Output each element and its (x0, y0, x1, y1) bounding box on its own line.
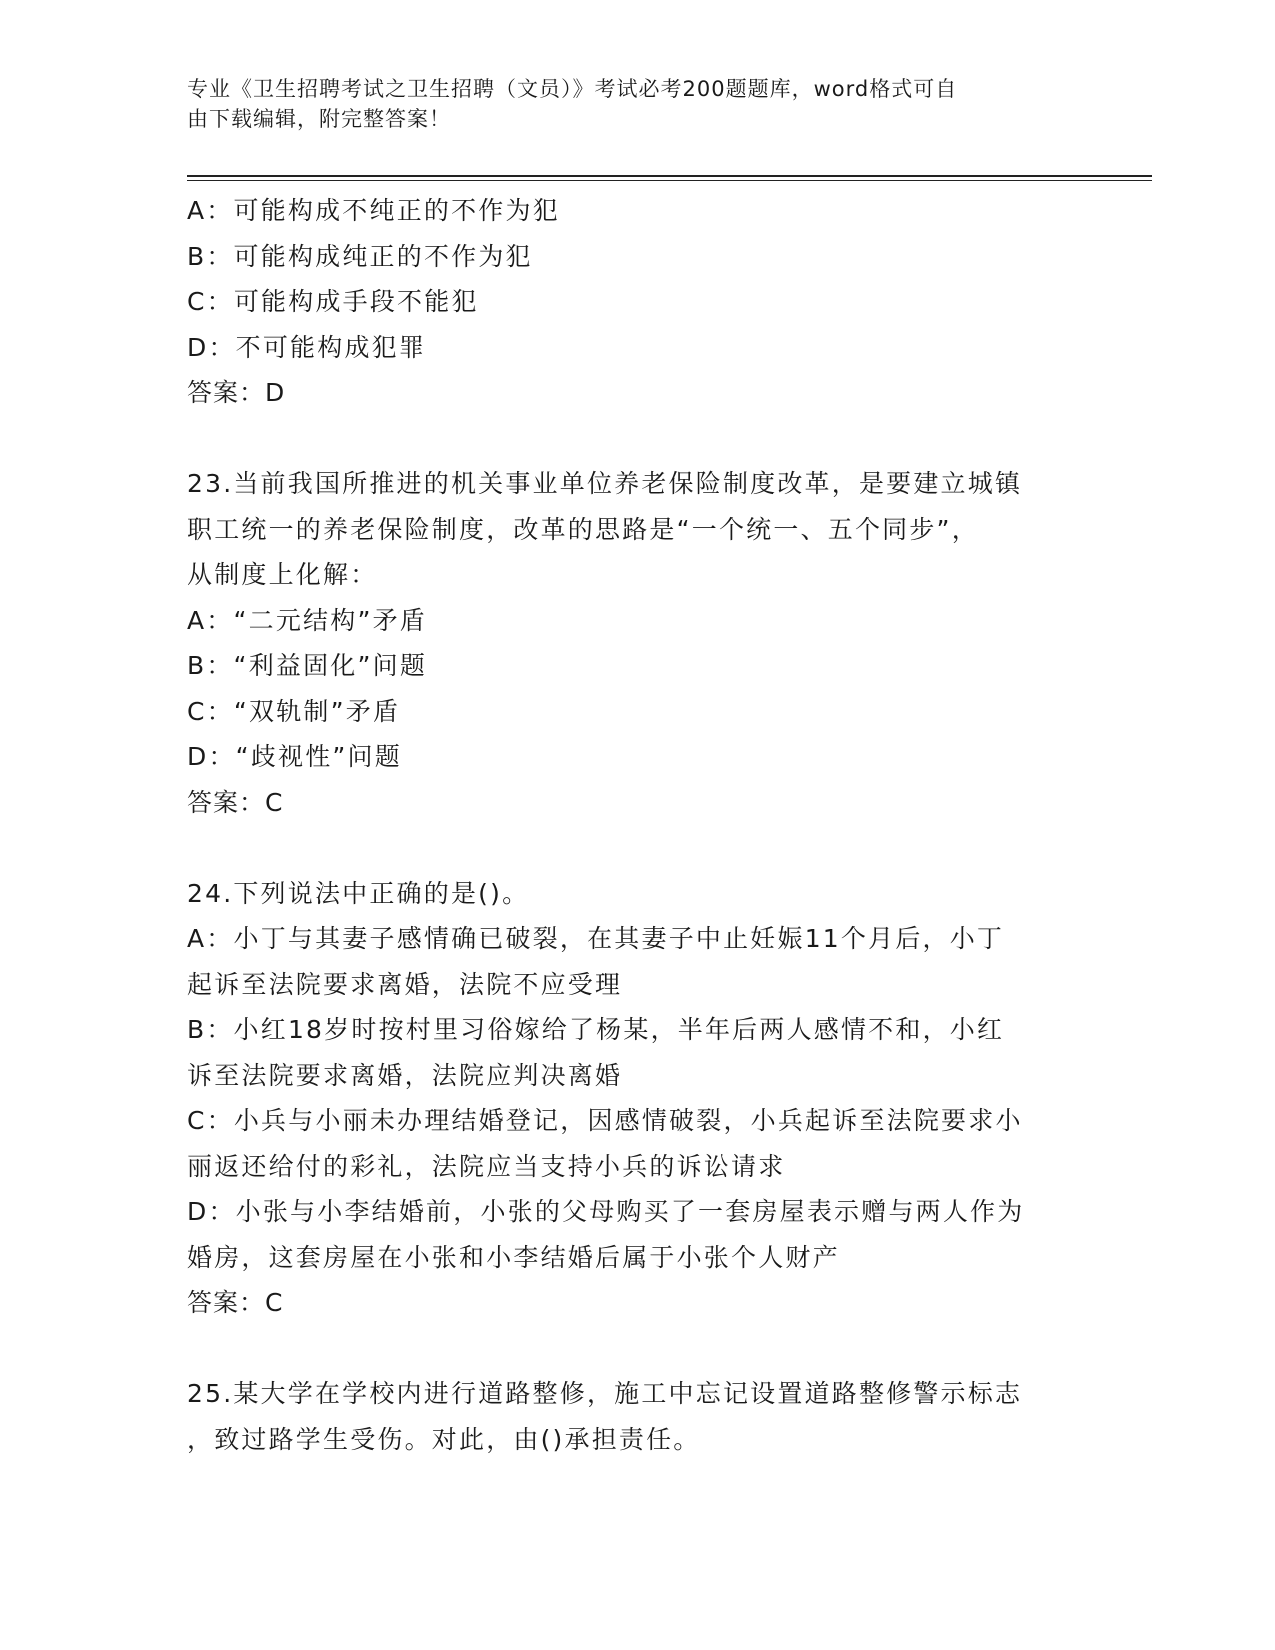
q24-option-d-line-1: D：小张与小李结婚前，小张的父母购买了一套房屋表示赠与两人作为 (187, 1197, 1025, 1226)
q25-stem-line-2: ，致过路学生受伤。对此，由()承担责任。 (187, 1424, 701, 1454)
q24-stem-line-1: 24.下列说法中正确的是()。 (187, 878, 530, 908)
question-23-block (187, 461, 1067, 825)
q24-option-a-line-1: A：小丁与其妻子感情确已破裂，在其妻子中止妊娠11个月后，小丁 (187, 924, 1005, 953)
q22-answer: 答案：D (187, 378, 286, 407)
q23-answer: 答案：C (187, 787, 284, 817)
q24-answer: 答案：C (187, 1288, 284, 1317)
q22-option-a: A：可能构成不纯正的不作为犯 (187, 196, 560, 225)
header-divider-thin (187, 180, 1152, 181)
q24-option-c-line-1: C：小兵与小丽未办理结婚登记，因感情破裂，小兵起诉至法院要求小 (187, 1106, 1023, 1135)
q23-option-c: C：“双轨制”矛盾 (187, 696, 401, 726)
header-divider-thick (187, 175, 1152, 177)
q23-stem-line-2: 职工统一的养老保险制度，改革的思路是“一个统一、五个同步”， (187, 514, 979, 544)
question-25-block (187, 1371, 1067, 1462)
q25-stem-line-1: 25.某大学在学校内进行道路整修，施工中忘记设置道路整修警示标志 (187, 1379, 1023, 1408)
q22-option-b: B：可能构成纯正的不作为犯 (187, 241, 533, 271)
question-24-block (187, 871, 1067, 1326)
page-header (187, 74, 1067, 134)
spacer (187, 825, 1067, 871)
header-line-1: 专业《卫生招聘考试之卫生招聘（文员）》考试必考200题题库，word格式可自 (187, 77, 958, 101)
q23-option-a: A：“二元结构”矛盾 (187, 605, 428, 635)
q24-option-d-line-2: 婚房，这套房屋在小张和小李结婚后属于小张个人财产 (187, 1242, 840, 1272)
q23-stem-line-3: 从制度上化解： (187, 560, 378, 589)
question-22-block (187, 188, 1067, 416)
spacer (187, 416, 1067, 462)
q24-option-a-line-2: 起诉至法院要求离婚，法院不应受理 (187, 969, 623, 999)
q24-option-c-line-2: 丽返还给付的彩礼，法院应当支持小兵的诉讼请求 (187, 1151, 786, 1181)
question-content (187, 188, 1067, 1462)
spacer (187, 1326, 1067, 1372)
header-line-2: 由下载编辑，附完整答案！ (187, 107, 451, 131)
q24-option-b-line-1: B：小红18岁时按村里习俗嫁给了杨某，半年后两人感情不和，小红 (187, 1015, 1005, 1044)
q22-option-c: C：可能构成手段不能犯 (187, 287, 479, 316)
q22-option-d: D：不可能构成犯罪 (187, 332, 427, 362)
q23-option-d: D：“歧视性”问题 (187, 742, 402, 771)
q24-option-b-line-2: 诉至法院要求离婚，法院应判决离婚 (187, 1060, 623, 1090)
q23-stem-line-1: 23.当前我国所推进的机关事业单位养老保险制度改革，是要建立城镇 (187, 469, 1023, 498)
q23-option-b: B：“利益固化”问题 (187, 651, 428, 680)
